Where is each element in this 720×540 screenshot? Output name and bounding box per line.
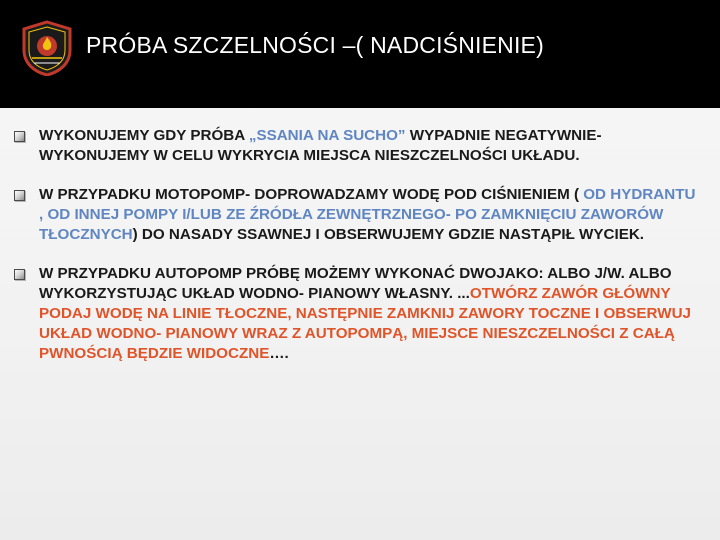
bullet-text-segment: W PRZYPADKU AUTOPOMP PRÓBĘ MOŻEMY WYKONAĆ DWOJAKO: ALBO J/W. ALBO WYKORZYSTUJĄC UKŁAD WODNO- PIANOWY WŁASNY. ... xyxy=(39,265,672,302)
bullet-item xyxy=(12,126,702,166)
bullet-text-segment: W PRZYPADKU MOTOPOMP- DOPROWADZAMY WODĘ POD CIŚNIENIEM ( xyxy=(39,186,584,203)
bullet-square-icon xyxy=(14,269,25,280)
bullet-item xyxy=(12,264,702,364)
bullet-text-segment: OD HYDRANTU , OD INNEJ POMPY I/LUB ZE ŹRÓDŁA ZEWNĘTRZNEGO- PO ZAMKNIĘCIU ZAWORÓW TŁOCZNYCH xyxy=(39,186,696,243)
bullet-text-segment: ) DO NASADY SSAWNEJ I OBSERWUJEMY GDZIE NASTĄPIŁ WYCIEK. xyxy=(132,226,645,243)
fire-brigade-emblem-icon xyxy=(20,20,74,76)
bullet-text-segment: WYPADNIE NEGATYWNIE- WYKONUJEMY W CELU WYKRYCIA MIEJSCA NIESZCZELNOŚCI UKŁADU. xyxy=(39,127,602,164)
bullet-text-segment: „SSANIA NA SUCHO” xyxy=(248,127,406,144)
page-title: PRÓBA SZCZELNOŚCI –( NADCIŚNIENIE) xyxy=(86,32,544,58)
bullet-item xyxy=(12,185,702,245)
bullet-square-icon xyxy=(14,131,25,142)
bullet-text-segment: …. xyxy=(269,345,289,362)
bullet-square-icon xyxy=(14,190,25,201)
bullet-list xyxy=(12,126,702,383)
bullet-text-segment: WYKONUJEMY GDY PRÓBA xyxy=(39,127,249,144)
bullet-text-segment: OTWÓRZ ZAWÓR GŁÓWNY PODAJ WODĘ NA LINIE TŁOCZNE, NASTĘPNIE ZAMKNIJ ZAWORY TOCZNE I OBSERWUJ UKŁAD WODNO- PIANOWY WRAZ Z AUTOPOMPĄ, MIEJSCE NIESZCZELNOŚCI Z CAŁĄ PWNOŚCIĄ BĘDZIE WIDOCZNE xyxy=(39,285,691,362)
header-bar xyxy=(0,0,720,108)
